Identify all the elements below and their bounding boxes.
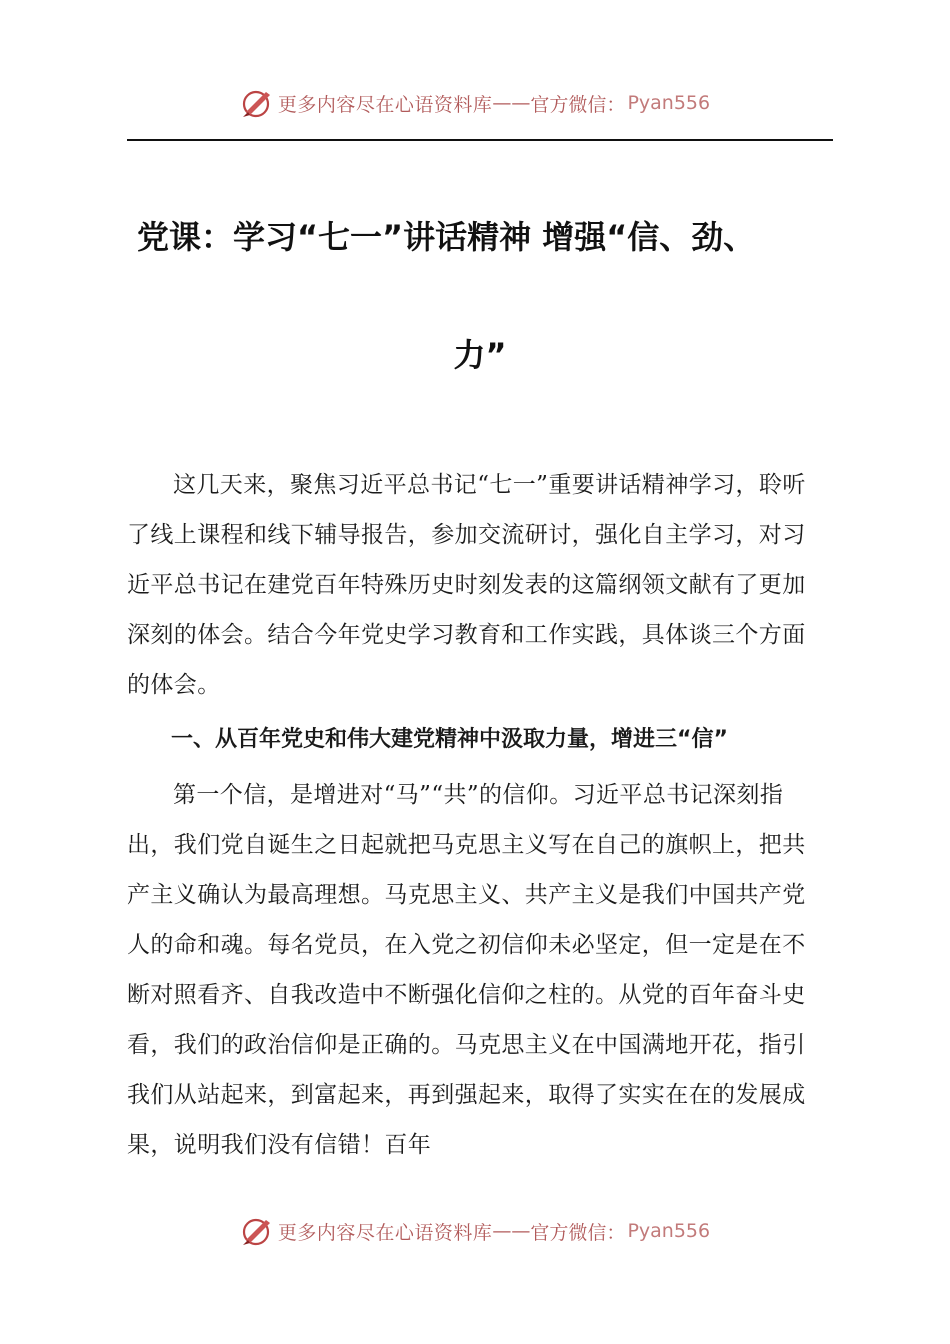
document-title-line-1: 党课：学习“七一”讲话精神 增强“信、劲、 [137, 218, 756, 256]
watermark-dash: —— [492, 1220, 531, 1242]
watermark-wechat-label: 官方微信： [530, 1221, 626, 1244]
footer-watermark [0, 1211, 950, 1251]
watermark-wechat-id: Pyan556 [627, 1220, 711, 1242]
document-title-line-2: 力” [453, 336, 507, 374]
body-paragraph: 第一个信，是增进对“马”“共”的信仰。习近平总书记深刻指出，我们党自诞生之日起就把马克思主义写在自己的旗帜上，把共产主义确认为最高理想。马克思主义、共产主义是我们中国共产党人的命和魂。每名党员，在入党之初信仰未必坚定，但一定是在不断对照看齐、自我改造中不断强化信仰之柱的。从党的百年奋斗史看，我们的政治信仰是正确的。马克思主义在中国满地开花，指引我们从站起来，到富起来，再到强起来，取得了实实在在的发展成果，说明我们没有信错！百年 [127, 782, 806, 1158]
watermark-dash: —— [492, 92, 531, 114]
pen-logo-icon [240, 1214, 274, 1248]
header-watermark [0, 83, 950, 123]
section-heading: 一、从百年党史和伟大建党精神中汲取力量，增进三“信” [171, 727, 728, 752]
watermark-brand: 更多内容尽在心语资料库 [277, 93, 493, 116]
header-divider [127, 139, 833, 141]
intro-paragraph: 这几天来，聚焦习近平总书记“七一”重要讲话精神学习，聆听了线上课程和线下辅导报告，参加交流研讨，强化自主学习，对习近平总书记在建党百年特殊历史时刻发表的这篇纲领文献有了更加深刻的体会。结合今年党史学习教育和工作实践，具体谈三个方面的体会。 [127, 472, 806, 698]
watermark-brand: 更多内容尽在心语资料库 [277, 1221, 493, 1244]
document-body [127, 460, 827, 1170]
watermark-wechat-label: 官方微信： [530, 93, 626, 116]
watermark-wechat-id: Pyan556 [627, 92, 711, 114]
pen-logo-icon [240, 86, 274, 120]
